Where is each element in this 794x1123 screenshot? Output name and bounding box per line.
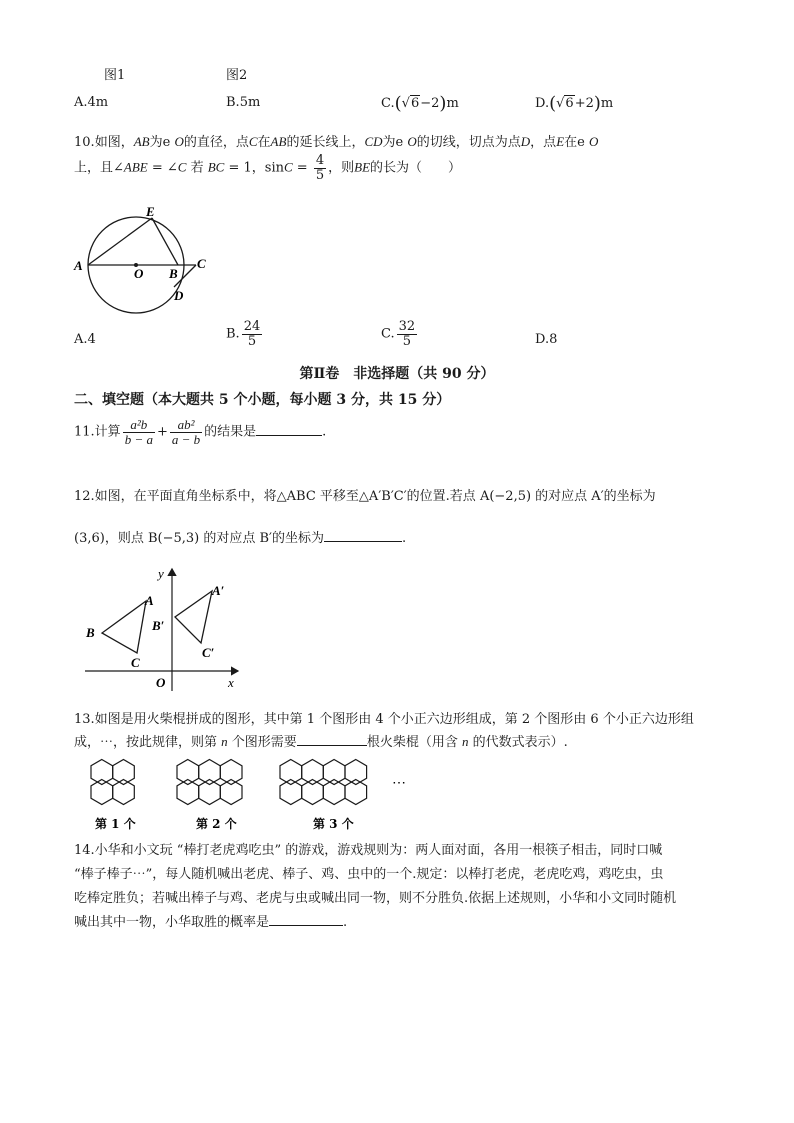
label-b: B	[169, 266, 178, 281]
line-ae	[88, 218, 152, 265]
numerator: 32	[398, 319, 416, 334]
circle-symbol: e	[395, 135, 404, 150]
question-text: 成，⋯，按此规律，则第	[74, 735, 218, 750]
question-number: 10.	[74, 135, 95, 150]
caption-3: 第 3 个	[313, 817, 354, 831]
label-o: O	[134, 266, 144, 281]
var: O	[174, 134, 184, 149]
option-rest: −2	[420, 96, 440, 111]
figure-2-label: 图2	[226, 68, 248, 83]
figure-1-label: 图1	[104, 68, 126, 83]
fraction-2	[170, 418, 202, 446]
period: .	[343, 915, 348, 930]
text: 为	[382, 135, 396, 150]
q12-coordinate-figure	[80, 563, 250, 695]
hexagon	[345, 780, 367, 805]
period: .	[401, 531, 407, 546]
question-text: 的结果是	[204, 424, 257, 440]
hexagon	[302, 780, 324, 805]
denominator: 5	[247, 333, 257, 349]
q12-line-1: 12.如图，在平面直角坐标系中，将△ABC 平移至△A′B′C′的位置.若点 A(−2,5) 的对应点 A′的坐标为	[74, 489, 656, 504]
question-11	[74, 418, 326, 446]
denominator: b − a	[124, 431, 153, 447]
var: C	[284, 159, 293, 175]
hexagon	[345, 760, 367, 785]
text: = ∠	[147, 160, 178, 176]
fraction	[242, 320, 263, 348]
text: 上，且∠	[74, 160, 124, 176]
hexagon	[113, 760, 135, 785]
text: 在	[564, 135, 578, 150]
question-text: 的代数式表示）.	[472, 735, 568, 750]
text: 若	[186, 160, 208, 176]
ellipsis: ⋯	[392, 775, 406, 791]
label-b: B	[86, 625, 95, 640]
label-a-prime: A′	[212, 583, 225, 598]
option-label: D.	[535, 332, 550, 347]
var: ABE	[123, 159, 148, 175]
numerator: ab²	[170, 418, 202, 433]
var: O	[589, 134, 599, 149]
q13-line-2	[74, 731, 568, 750]
q14-line-2: “棒子棒子⋯”，每人随机喊出老虎、棒子、鸡、虫中的一个.规定：以棒打老虎，老虎吃鸡，鸡吃虫，虫	[74, 867, 664, 882]
q10-option-a	[74, 332, 96, 347]
question-text: 喊出其中一物，小华取胜的概率是	[74, 915, 270, 930]
label-c: C	[197, 256, 206, 271]
text: 在	[257, 135, 271, 150]
option-value: 5m	[239, 95, 261, 110]
q10-line-2	[74, 154, 461, 182]
hexagon	[323, 780, 345, 805]
option-value: 4	[87, 332, 96, 347]
option-label: B.	[226, 95, 240, 110]
label-origin: O	[156, 675, 166, 690]
q10-option-d	[535, 332, 557, 347]
q13-line-1: 13.如图是用火柴棍拼成的图形，其中第 1 个图形由 4 个小正六边形组成，第 2 个图形由 6 个小正六边形组	[74, 712, 694, 727]
var: BC	[207, 159, 225, 175]
part-2-title: 第Ⅱ卷 非选择题（共 90 分）	[299, 366, 495, 382]
var-n: n	[221, 734, 228, 749]
radicand: 6	[565, 96, 574, 111]
var: AB	[133, 134, 150, 149]
text: 如图，	[94, 135, 134, 150]
sqrt-symbol: √	[401, 96, 410, 111]
denominator: 5	[402, 333, 412, 349]
label-a: A	[145, 593, 154, 608]
q9-option-b	[226, 95, 260, 110]
var: O	[407, 134, 417, 149]
q9-option-c: C.(√6−2)m	[381, 93, 459, 114]
sqrt-symbol: √	[556, 96, 565, 111]
q10-option-b	[226, 320, 264, 348]
q9-option-a	[74, 95, 108, 110]
hexagon	[220, 760, 242, 785]
var: BE	[354, 159, 371, 175]
option-rest: +2	[574, 96, 594, 111]
line-eb	[152, 218, 178, 265]
text: 的切线，切点为点	[416, 135, 521, 150]
label-c: C	[131, 655, 140, 670]
var: CD	[364, 134, 383, 149]
label-c-prime: C′	[202, 645, 215, 660]
numerator: a²b	[123, 418, 155, 433]
caption-2: 第 2 个	[196, 817, 237, 831]
hexagon	[220, 780, 242, 805]
q10-circle-figure	[66, 198, 226, 320]
var: C	[248, 134, 258, 149]
text: ，点	[530, 135, 557, 150]
answer-blank[interactable]	[256, 435, 322, 436]
fraction	[397, 320, 418, 348]
q14-line-1: 14.小华和小文玩 “棒打老虎鸡吃虫” 的游戏，游戏规则为：两人面对面，各用一根筷子相击，同时口喊	[74, 843, 663, 858]
q9-option-d: D.(√6+2)m	[535, 93, 614, 114]
text: = 1，sin	[224, 160, 284, 176]
period: .	[322, 424, 327, 440]
option-unit: m	[446, 96, 459, 111]
var: E	[556, 134, 565, 149]
circle-symbol: e	[577, 135, 585, 150]
question-text: 个图形需要	[231, 735, 297, 750]
option-label: C.	[381, 96, 395, 111]
text: =	[292, 160, 312, 176]
answer-blank[interactable]	[297, 745, 367, 746]
option-label: B.	[226, 326, 240, 342]
option-value: 8	[549, 332, 558, 347]
hexagon	[199, 760, 221, 785]
triangle-a1b1c1	[175, 591, 212, 643]
text: 为	[149, 135, 163, 150]
answer-blank[interactable]	[324, 541, 402, 542]
circle-symbol: e	[162, 135, 171, 150]
label-e: E	[146, 204, 155, 219]
triangle-abc	[102, 601, 146, 653]
text: 的长为（ ）	[370, 160, 462, 176]
option-unit: m	[600, 96, 614, 111]
hexagon	[280, 760, 302, 785]
q10-line-1	[74, 131, 598, 150]
question-text: (3,6)，则点 B(−5,3) 的对应点 B′的坐标为	[74, 531, 324, 546]
hexagon	[323, 760, 345, 785]
q14-line-3: 吃棒定胜负；若喊出棒子与鸡、老虎与虫或喊出同一物，则不分胜负.依据上述规则，小华和小文同时随机	[74, 891, 677, 906]
q14-line-4	[74, 911, 347, 930]
var: D	[520, 134, 531, 149]
option-value: 4m	[87, 95, 109, 110]
q10-option-c	[381, 320, 419, 348]
numerator: 4	[315, 153, 325, 168]
hexagon	[302, 760, 324, 785]
caption-1: 第 1 个	[95, 817, 136, 831]
label-a: A	[74, 258, 83, 273]
var-n: n	[461, 734, 469, 749]
option-label: A.	[74, 332, 88, 347]
plus-sign: +	[156, 424, 168, 440]
hexagon	[177, 780, 199, 805]
answer-blank[interactable]	[269, 925, 343, 926]
denominator: 5	[315, 167, 325, 183]
hexagon	[113, 780, 135, 805]
label-d: D	[174, 288, 184, 303]
label-b-prime: B′	[152, 618, 165, 633]
q13-hexagon-figures	[80, 754, 410, 834]
section-2-title: 二、填空题（本大题共 5 个小题，每小题 3 分，共 15 分）	[74, 392, 451, 408]
question-text: 11.计算	[74, 424, 121, 440]
var: AB	[270, 134, 287, 149]
q12-line-2	[74, 527, 406, 546]
hexagon	[91, 760, 113, 785]
text: 的延长线上，	[286, 135, 365, 150]
var: C	[177, 159, 187, 175]
denominator: a − b	[171, 431, 201, 447]
option-label: C.	[381, 326, 395, 342]
label-y: y	[158, 566, 164, 581]
text: ，则	[328, 160, 355, 176]
label-x: x	[228, 675, 234, 690]
hexagon	[199, 780, 221, 805]
hexagon	[91, 780, 113, 805]
question-text: 根火柴棍（用含	[366, 735, 458, 750]
radicand: 6	[410, 96, 420, 111]
numerator: 24	[243, 319, 261, 334]
fraction-1	[123, 418, 155, 446]
hexagon	[280, 780, 302, 805]
fraction	[314, 154, 326, 182]
hexagon	[177, 760, 199, 785]
option-label: D.	[535, 96, 550, 111]
option-label: A.	[74, 95, 88, 110]
text: 的直径，点	[183, 135, 249, 150]
